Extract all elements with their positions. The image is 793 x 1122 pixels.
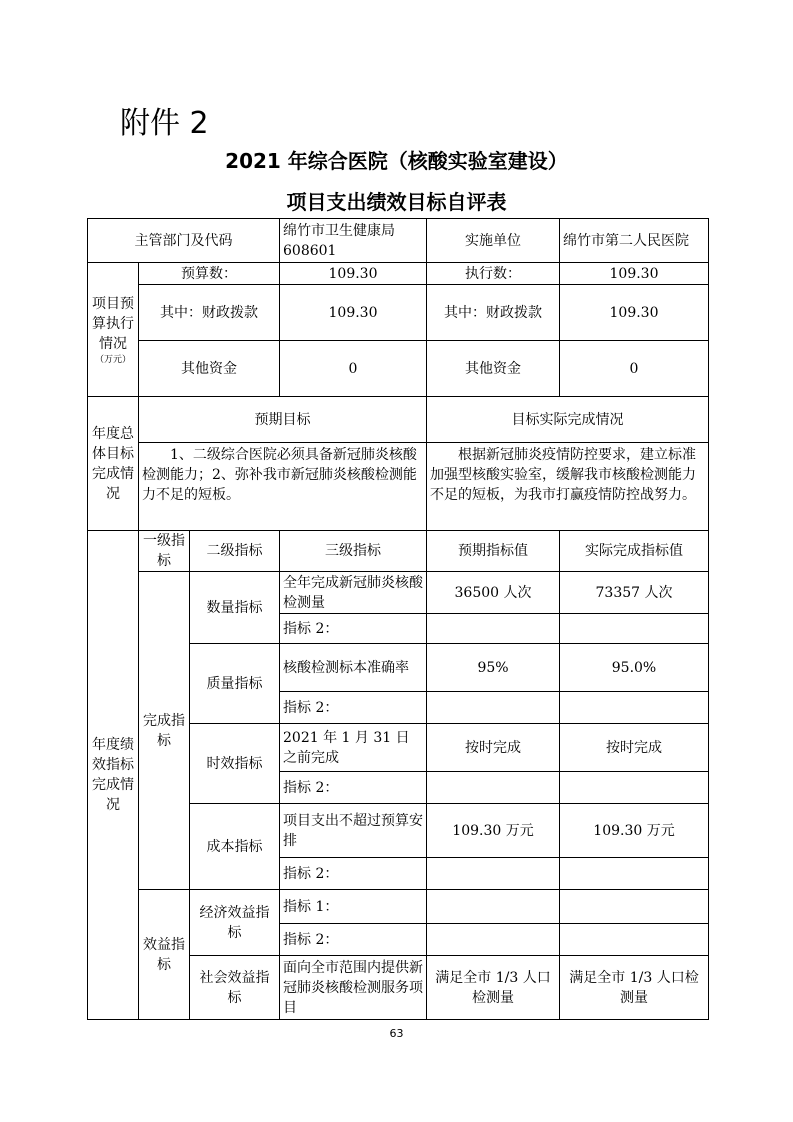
quantity-item2: 指标 2： [280, 614, 427, 644]
social-label: 社会效益指标 [190, 956, 280, 1020]
other-exec-label: 其他资金 [427, 341, 560, 397]
actual-goal-header: 目标实际完成情况 [427, 397, 709, 443]
fiscal-exec: 109.30 [560, 285, 709, 341]
page-number: 63 [389, 1027, 404, 1040]
cost-label: 成本指标 [190, 804, 280, 890]
other-label: 其他资金 [139, 341, 280, 397]
title-line-2: 项目支出绩效目标自评表 [286, 190, 507, 214]
timeliness-item1-actual: 按时完成 [560, 724, 709, 772]
attachment-label: 附件 2 [120, 106, 209, 141]
fiscal-row [88, 285, 709, 341]
quality-item1: 核酸检测标本准确率 [280, 644, 427, 692]
cost-item1: 项目支出不超过预算安排 [280, 804, 427, 858]
col-level2: 二级指标 [190, 531, 280, 572]
quality-item1-actual: 95.0% [560, 644, 709, 692]
evaluation-table [87, 218, 709, 1020]
col-actual: 实际完成指标值 [560, 531, 709, 572]
other-exec: 0 [560, 341, 709, 397]
col-level3: 三级指标 [280, 531, 427, 572]
unit-value: 绵竹市第二人民医院 [560, 219, 709, 263]
economic-item1: 指标 1： [280, 890, 427, 924]
quality-label: 质量指标 [190, 644, 280, 724]
budget-row [88, 263, 709, 285]
quantity-label: 数量指标 [190, 572, 280, 644]
col-level1: 一级指标 [139, 531, 190, 572]
actual-goal-text: 根据新冠肺炎疫情防控要求，建立标准加强型核酸实验室，缓解我市核酸检测能力不足的短板，为我市打赢疫情防控战努力。 [427, 443, 709, 531]
economic-item2: 指标 2： [280, 924, 427, 956]
unit-label: 实施单位 [427, 219, 560, 263]
budget-side-label [88, 263, 139, 397]
goals-text-row [88, 443, 709, 531]
fiscal-label: 其中：财政拨款 [139, 285, 280, 341]
table-row [88, 890, 709, 924]
goals-header-row [88, 397, 709, 443]
col-expected: 预期指标值 [427, 531, 560, 572]
quantity-item1-expected: 36500 人次 [427, 572, 560, 614]
budget-label: 预算数： [139, 263, 280, 285]
exec-value: 109.30 [560, 263, 709, 285]
expected-goal-text: 1、二级综合医院必须具备新冠肺炎核酸检测能力；2、弥补我市新冠肺炎核酸检测能力不足的短板。 [139, 443, 427, 531]
cost-item2: 指标 2： [280, 858, 427, 890]
budget-side-unit: （万元） [94, 354, 131, 365]
timeliness-item2: 指标 2： [280, 772, 427, 804]
other-row [88, 341, 709, 397]
indicators-side-label: 年度绩效指标完成情况 [88, 531, 139, 1020]
timeliness-item1-expected: 按时完成 [427, 724, 560, 772]
fiscal-budget: 109.30 [280, 285, 427, 341]
title-line-1: 2021 年综合医院（核酸实验室建设） [225, 149, 568, 173]
header-row [88, 219, 709, 263]
benefit-label: 效益指标 [139, 890, 190, 1020]
social-item1-expected: 满足全市 1/3 人口检测量 [427, 956, 560, 1020]
timeliness-item1: 2021 年 1 月 31 日之前完成 [280, 724, 427, 772]
dept-value: 绵竹市卫生健康局 608601 [280, 219, 427, 263]
quality-item1-expected: 95% [427, 644, 560, 692]
cost-item1-actual: 109.30 万元 [560, 804, 709, 858]
budget-value: 109.30 [280, 263, 427, 285]
quality-item2: 指标 2： [280, 692, 427, 724]
table-row [88, 572, 709, 614]
social-item1-actual: 满足全市 1/3 人口检测量 [560, 956, 709, 1020]
social-item1: 面向全市范围内提供新冠肺炎核酸检测服务项目 [280, 956, 427, 1020]
quantity-item1-actual: 73357 人次 [560, 572, 709, 614]
expected-goal-header: 预期目标 [139, 397, 427, 443]
fiscal-exec-label: 其中：财政拨款 [427, 285, 560, 341]
other-budget: 0 [280, 341, 427, 397]
cost-item1-expected: 109.30 万元 [427, 804, 560, 858]
timeliness-label: 时效指标 [190, 724, 280, 804]
budget-side-text: 项目预算执行情况 [92, 295, 134, 352]
quantity-item1: 全年完成新冠肺炎核酸检测量 [280, 572, 427, 614]
indicator-header-row [88, 531, 709, 572]
economic-label: 经济效益指标 [190, 890, 280, 956]
completion-label: 完成指标 [139, 572, 190, 890]
dept-label: 主管部门及代码 [88, 219, 280, 263]
goals-side-label: 年度总体目标完成情况 [88, 397, 139, 531]
exec-label: 执行数： [427, 263, 560, 285]
